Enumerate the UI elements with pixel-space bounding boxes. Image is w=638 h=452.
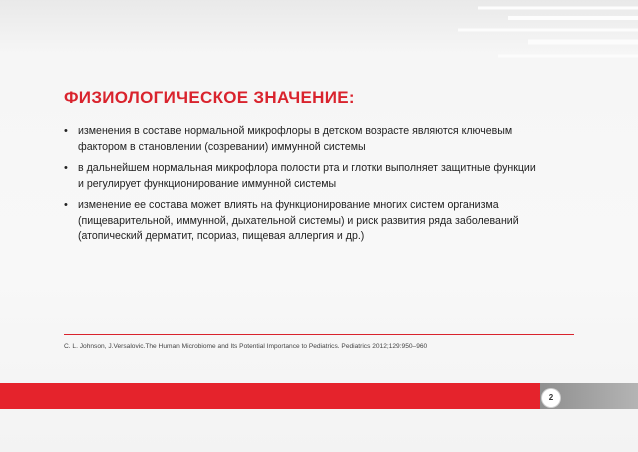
bullet-text-line: изменения в составе нормальной микрофлоры в детском возрасте являются ключевым — [78, 125, 513, 137]
bullet-text-line: изменение ее состава может влиять на функционирование многих систем организма — [78, 199, 499, 211]
reference-citation: C. L. Johnson, J.Versalovic.The Human Microbiome and Its Potential Importance to Pediatrics. Pediatrics 2012;129:950–960 — [64, 343, 428, 350]
slide-title: ФИЗИОЛОГИЧЕСКОЕ ЗНАЧЕНИЕ: — [64, 88, 355, 107]
bullet-symbol: • — [64, 125, 68, 137]
bullet-text-line: и регулирует функционирование иммунной системы — [78, 177, 337, 190]
bullet-symbol: • — [64, 162, 68, 174]
page-number-badge: 2 — [542, 389, 560, 407]
bullet-list — [64, 124, 564, 251]
bullet-item — [64, 161, 564, 192]
bullet-symbol: • — [64, 199, 68, 211]
bullet-item — [64, 124, 564, 155]
bullet-text-line: (пищеварительной, иммунной, дыхательной системы) и риск развития ряда заболеваний — [78, 214, 519, 227]
decorative-lines — [438, 0, 638, 70]
footer-band-red — [0, 383, 540, 409]
bullet-text-line: фактором в становлении (созревании) иммунной системы — [78, 140, 366, 153]
bullet-item — [64, 198, 564, 245]
bullet-text-line: в дальнейшем нормальная микрофлора полости рта и глотки выполняет защитные функции — [78, 162, 536, 174]
divider — [64, 334, 574, 335]
bullet-text-line: (атопический дерматит, псориаз, пищевая аллергия и др.) — [78, 230, 365, 242]
